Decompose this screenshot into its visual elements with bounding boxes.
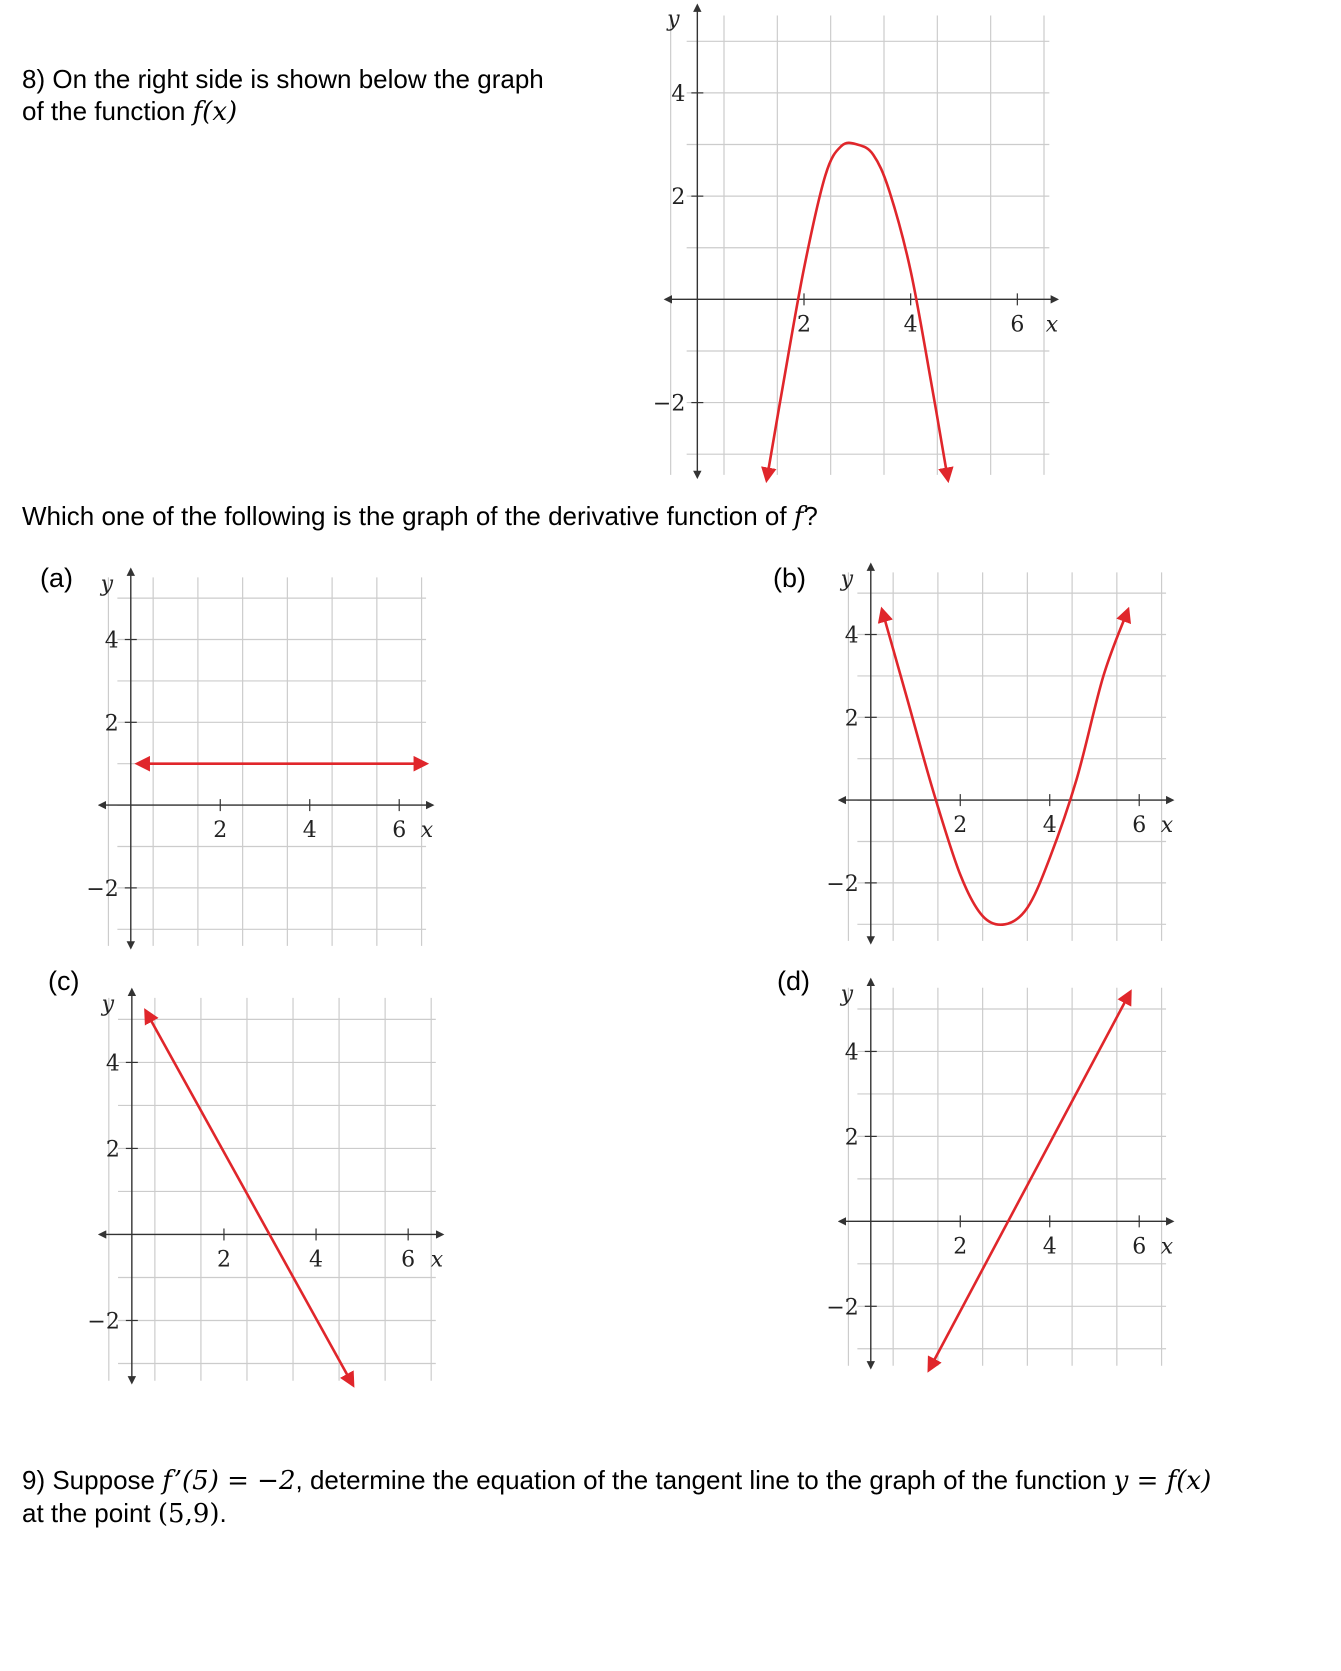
question9-point: (5,9) — [157, 1499, 220, 1529]
x-tick-label: 4 — [1042, 813, 1057, 839]
x-tick-label: 4 — [309, 1247, 324, 1273]
y-tick-label: 4 — [105, 1051, 120, 1077]
graph-curve — [882, 610, 1128, 925]
y-tick-label: 4 — [844, 1040, 859, 1066]
x-axis-label: x — [1045, 312, 1059, 338]
prompt-text: Which one of the following is the graph of the derivative function of — [22, 501, 794, 531]
graph-curve — [767, 143, 948, 480]
y-axis-label: y — [100, 572, 114, 597]
y-tick-label: −2 — [87, 1309, 120, 1335]
y-axis-label: y — [840, 982, 854, 1007]
y-tick-label: 4 — [671, 81, 686, 107]
question8-line2-prefix: of the function — [22, 96, 193, 126]
y-tick-label: 4 — [844, 623, 859, 649]
x-tick-label: 2 — [213, 818, 228, 844]
option-a-label: (a) — [40, 563, 73, 593]
question8-prompt — [22, 500, 818, 533]
graph-curve — [929, 992, 1130, 1370]
option-d-label: (d) — [777, 966, 810, 996]
y-tick-label: 2 — [671, 185, 686, 211]
option-a-graph — [86, 565, 435, 950]
x-axis-label: x — [1160, 1234, 1174, 1260]
y-tick-label: −2 — [826, 1295, 859, 1321]
x-tick-label: 2 — [216, 1247, 231, 1273]
question9-mid: , determine the equation of the tangent line to the graph of the function — [295, 1465, 1114, 1495]
question8-text — [22, 63, 544, 128]
x-tick-label: 2 — [953, 813, 968, 839]
option-b-label: (b) — [773, 563, 806, 593]
option-d-graph — [826, 975, 1175, 1370]
question9-line2-suffix: . — [219, 1498, 227, 1528]
y-tick-label: 4 — [104, 628, 119, 654]
x-axis-label: x — [420, 818, 434, 844]
question9-derivative-value: f’(5) = −2 — [162, 1466, 296, 1496]
main-graph — [652, 0, 1060, 480]
prompt-math: f — [793, 502, 804, 532]
x-tick-label: 6 — [401, 1247, 416, 1273]
question9-function: y = f(x) — [1113, 1466, 1212, 1496]
x-axis-label: x — [1160, 813, 1174, 839]
question8-line2 — [22, 95, 544, 128]
x-tick-label: 2 — [797, 312, 811, 338]
question9-prefix: 9) Suppose — [22, 1465, 163, 1495]
x-tick-label: 6 — [1010, 312, 1025, 338]
x-tick-label: 4 — [302, 818, 317, 844]
question8-function-name: f(x) — [192, 97, 238, 127]
option-c-graph — [87, 985, 445, 1385]
y-tick-label: −2 — [86, 876, 119, 902]
option-b-graph — [826, 560, 1175, 945]
x-tick-label: 6 — [1132, 1234, 1147, 1260]
y-tick-label: −2 — [652, 391, 686, 417]
y-axis-label: y — [840, 567, 854, 592]
x-tick-label: 4 — [1042, 1234, 1057, 1260]
x-tick-label: 6 — [392, 818, 407, 844]
x-tick-label: 6 — [1132, 813, 1147, 839]
prompt-suffix: ? — [803, 501, 818, 531]
graph-curve — [146, 1011, 353, 1385]
y-tick-label: 2 — [104, 711, 119, 737]
y-tick-label: 2 — [844, 1125, 859, 1151]
question8-line1: 8) On the right side is shown below the graph — [22, 64, 544, 94]
y-axis-label: y — [667, 7, 680, 32]
y-tick-label: −2 — [826, 871, 859, 897]
question9-line2-prefix: at the point — [22, 1498, 158, 1528]
x-tick-label: 2 — [953, 1234, 968, 1260]
x-axis-label: x — [430, 1247, 444, 1273]
y-tick-label: 2 — [105, 1137, 120, 1163]
y-axis-label: y — [101, 992, 115, 1017]
x-tick-label: 4 — [903, 312, 918, 338]
question9-line2 — [22, 1497, 1211, 1530]
y-tick-label: 2 — [844, 706, 859, 732]
option-c-label: (c) — [48, 966, 80, 996]
question9-line1 — [22, 1464, 1211, 1497]
question9-text — [22, 1464, 1211, 1530]
